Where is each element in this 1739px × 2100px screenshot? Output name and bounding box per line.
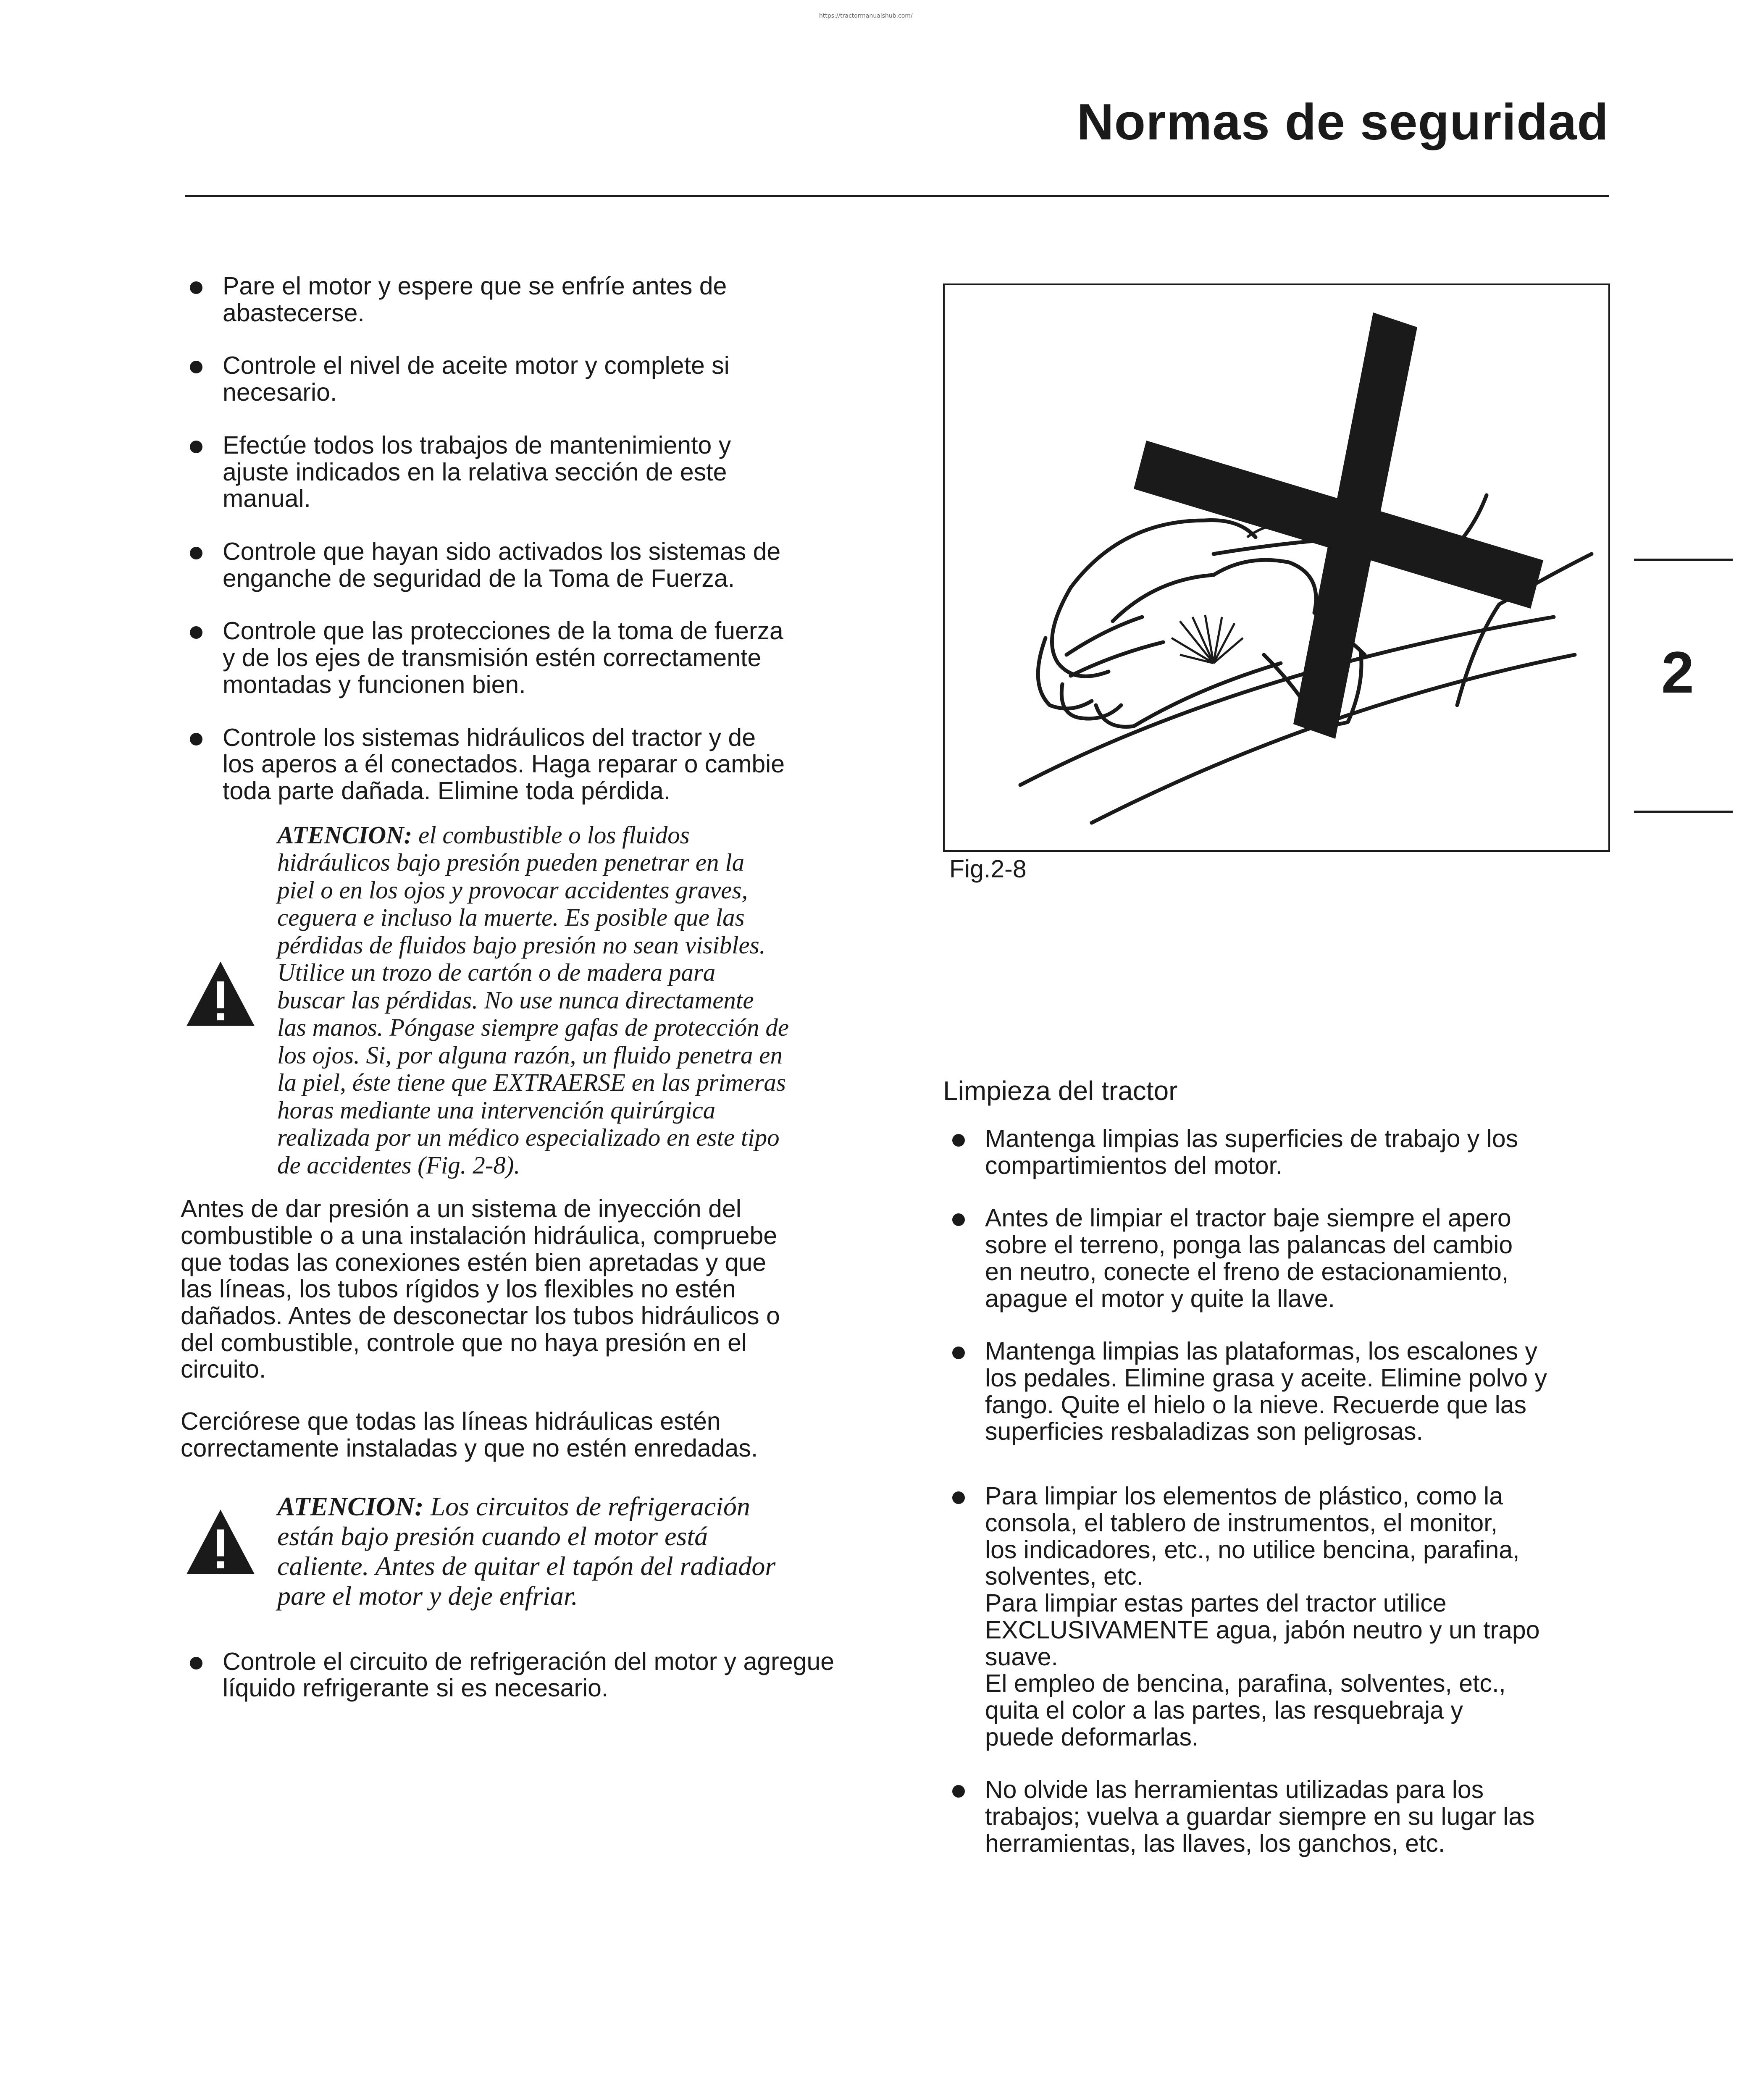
warning-triangle-icon	[185, 960, 256, 1027]
cleaning-bullet-list	[943, 1126, 1611, 1857]
paragraph-hydraulic-lines: Cerciórese que todas las líneas hidráulicas estén correctamente instaladas y que no estén enredadas.	[181, 1407, 758, 1462]
warning-fluid-pressure	[181, 822, 857, 1179]
chapter-number: 2	[1661, 639, 1694, 705]
list-item: Controle los sistemas hidráulicos del tractor y de los aperos a él conectados. Haga reparar o cambie toda parte dañada. Elimine toda pérdida.	[181, 724, 857, 805]
safety-bullet-list-top	[181, 273, 857, 805]
list-item: Mantenga limpias las plataformas, los escalones y los pedales. Elimine grasa y aceite. Elimine polvo y fango. Quite el hielo o la nieve. Recuerde que las superficies resbaladizas son peligrosas.	[943, 1338, 1611, 1445]
list-item: Pare el motor y espere que se enfríe antes de abastecerse.	[181, 273, 857, 326]
list-item: Controle el circuito de refrigeración del motor y agregue líquido refrigerante si es necesario.	[181, 1648, 857, 1702]
list-item: Controle el nivel de aceite motor y complete si necesario.	[181, 352, 857, 406]
list-item: Controle que hayan sido activados los sistemas de enganche de seguridad de la Toma de Fuerza.	[181, 538, 857, 592]
fluid-spray-marks	[1172, 615, 1243, 663]
hand-fluid-injection-illustration	[945, 285, 1608, 850]
source-url: https://tractormanualshub.com/	[819, 13, 913, 19]
warning-text: ATENCION: Los circuitos de refrigeración están bajo presión cuando el motor está caliente. Antes de quitar el tapón del radiador pare el motor y deje enfriar.	[277, 1491, 776, 1611]
safety-bullet-list-bottom	[181, 1648, 857, 1702]
chapter-tab-rule-bottom	[1634, 811, 1733, 813]
warning-text: ATENCION: el combustible o los fluidos hidráulicos bajo presión pueden penetrar en la piel o en los ojos y provocar accidentes graves, ceguera e incluso la muerte. Es posible que las pérdidas de fluidos bajo presión no sean visibles. Utilice un trozo de cartón o de madera para buscar las pérdidas. No use nunca directamente las manos. Póngase siempre gafas de protección de los ojos. Si, por alguna razón, un fluido penetra en la piel, éste tiene que EXTRAERSE en las primeras horas mediante una intervención quirúrgica realizada por un médico especializado en este tipo de accidentes (Fig. 2-8).	[277, 821, 789, 1179]
list-item: Controle que las protecciones de la toma de fuerza y de los ejes de transmisión estén correctamente montadas y funcionen bien.	[181, 618, 857, 698]
chapter-tab-rule-top	[1634, 559, 1733, 561]
right-column	[943, 1126, 1611, 1883]
header-divider	[185, 195, 1609, 197]
list-item: Mantenga limpias las superficies de trabajo y los compartimientos del motor.	[943, 1126, 1611, 1179]
list-item: Para limpiar los elementos de plástico, como la consola, el tablero de instrumentos, el monitor, los indicadores, etc., no utilice bencina, parafina, solventes, etc. Para limpiar estas partes del tractor utilice EXCLUSIVAMENTE agua, jabón neutro y un trapo suave. El empleo de bencina, parafina, solventes, etc., quita el color a las partes, las resquebraja y puede deformarlas.	[943, 1483, 1611, 1751]
warning-cooling-circuit	[181, 1491, 857, 1611]
list-item: Antes de limpiar el tractor baje siempre el apero sobre el terreno, ponga las palancas del cambio en neutro, conecte el freno de estacionamiento, apague el motor y quite la llave.	[943, 1205, 1611, 1312]
warning-triangle-icon	[185, 1508, 256, 1575]
list-item: Efectúe todos los trabajos de mantenimiento y ajuste indicados en la relativa sección de este manual.	[181, 432, 857, 512]
figure-2-8	[943, 284, 1610, 852]
figure-caption: Fig.2-8	[949, 855, 1027, 883]
page-title: Normas de seguridad	[1077, 93, 1609, 150]
list-item: No olvide las herramientas utilizadas para los trabajos; vuelva a guardar siempre en su lugar las herramientas, las llaves, los ganchos, etc.	[943, 1777, 1611, 1857]
section-heading-tractor-cleaning: Limpieza del tractor	[943, 1076, 1178, 1106]
left-column	[181, 273, 857, 1728]
paragraph-pressure-check: Antes de dar presión a un sistema de inyección del combustible o a una instalación hidráulica, compruebe que todas las conexiones estén bien apretadas y que las líneas, los tubos rígidos y los flexibles no estén dañados. Antes de desconectar los tubos hidráulicos o del combustible, controle que no haya presión en el circuito.	[181, 1195, 780, 1383]
